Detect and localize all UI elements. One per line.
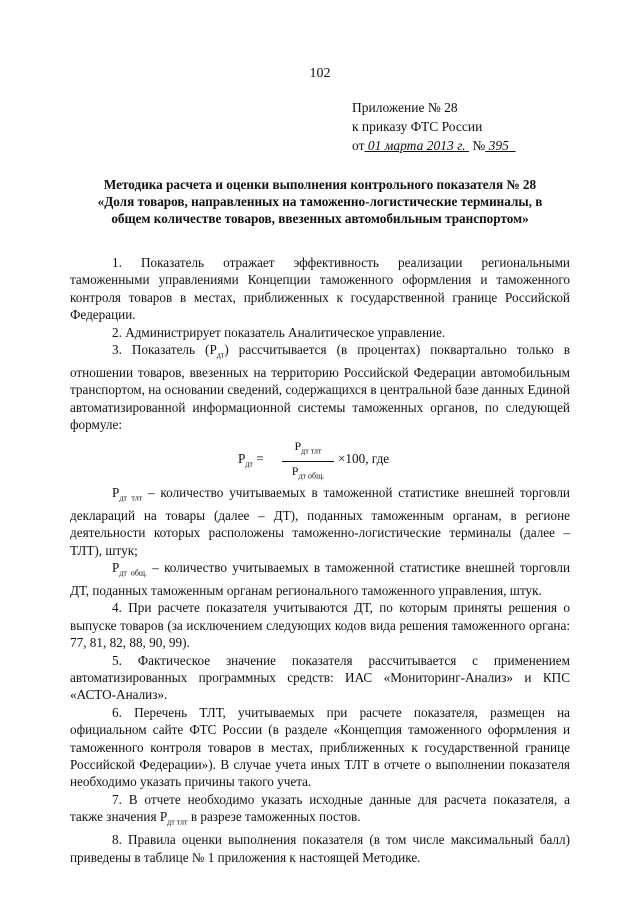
appendix-date-line bbox=[352, 136, 516, 155]
order-number: 395 bbox=[488, 138, 509, 153]
number-prefix: № bbox=[472, 138, 486, 153]
formula-lhs: $Р_{дт}$ = bbox=[238, 450, 264, 469]
paragraph-6: 6. Перечень ТЛТ, учитываемых при расчете показателя, размещен на официальном сайте ФТС России (в разделе «Концепция таможенного оформления и таможенного контроля товаров в местах, приближенных к государственной границе Российской Федерации»). В случае учета иных ТЛТ в отчете о выполнении показателя необходимо указать причины такого учета. bbox=[70, 704, 570, 790]
paragraph-8: 8. Правила оценки выполнения показателя (в том числе максимальный балл) приведены в таблице № 1 приложения к настоящей Методике. bbox=[70, 832, 570, 865]
paragraph-4: 4. При расчете показателя учитываются ДТ, по которым приняты решения о выпуске товаров (за исключением следующих кодов вида решения таможенного органа: 77, 81, 82, 88, 90, 99). bbox=[70, 600, 570, 651]
page-number: 102 bbox=[309, 66, 331, 81]
formula bbox=[70, 436, 570, 482]
document-body bbox=[70, 254, 570, 866]
definition-1: $Р_{дт тлт}$ – количество учитываемых в таможенной статистике внешней торговли деклараций на товары (далее – ДТ), поданных таможенным органам, в регионе деятельности которых расположены таможенно-логистические терминалы (далее – ТЛТ), штук; bbox=[70, 484, 570, 558]
paragraph-1: 1. Показатель отражает эффективность реализации региональными таможенными управлениями Концепции таможенного оформления и таможенного контроля товаров в местах, приближенных к государственной границе Российской Федерации. bbox=[70, 255, 570, 323]
appendix-header bbox=[352, 98, 516, 155]
document-title: Методика расчета и оценки выполнения контрольного показателя № 28 «Доля товаров, направленных на таможенно-логистические терминалы, в общем количестве товаров, ввезенных автомобильным транспортом» bbox=[97, 177, 543, 226]
paragraph-5: 5. Фактическое значение показателя рассчитывается с применением автоматизированных программных средств: ИАС «Мониторинг-Анализ» и КПС «АСТО-Анализ». bbox=[70, 652, 570, 703]
formula-fraction bbox=[282, 438, 334, 485]
appendix-order-line: к приказу ФТС России bbox=[352, 119, 483, 134]
paragraph-2: 2. Администрирует показатель Аналитическое управление. bbox=[112, 324, 446, 340]
date-prefix: от bbox=[352, 138, 365, 153]
definition-2: $Р_{дт общ.}$ – количество учитываемых в таможенной статистике внешней торговли ДТ, поданных таможенным органам регионального таможенного управления, штук. bbox=[70, 559, 571, 599]
paragraph-3: 3. Показатель $(Р_{дт})$ рассчитывается (в процентах) поквартально только в отношении товаров, ввезенных на территорию Российской Федерации автомобильным транспортом, на основании сведений, содержащихся в центральной базе данных Единой автоматизированной информационной системы таможенных органов, по следующей формуле: bbox=[70, 342, 570, 433]
formula-tail: ×100, где bbox=[338, 450, 390, 466]
appendix-line: Приложение № 28 bbox=[352, 100, 458, 115]
formula-numerator: $Р_{дт тлт}$ bbox=[282, 438, 334, 462]
order-date: 01 марта 2013 г. bbox=[367, 138, 466, 153]
paragraph-7: 7. В отчете необходимо указать исходные данные для расчета показателя, а также значения $Р_{дт тлт}$ в разрезе таможенных постов. bbox=[70, 791, 570, 827]
formula-denominator: $Р_{дт общ.}$ bbox=[291, 463, 325, 480]
